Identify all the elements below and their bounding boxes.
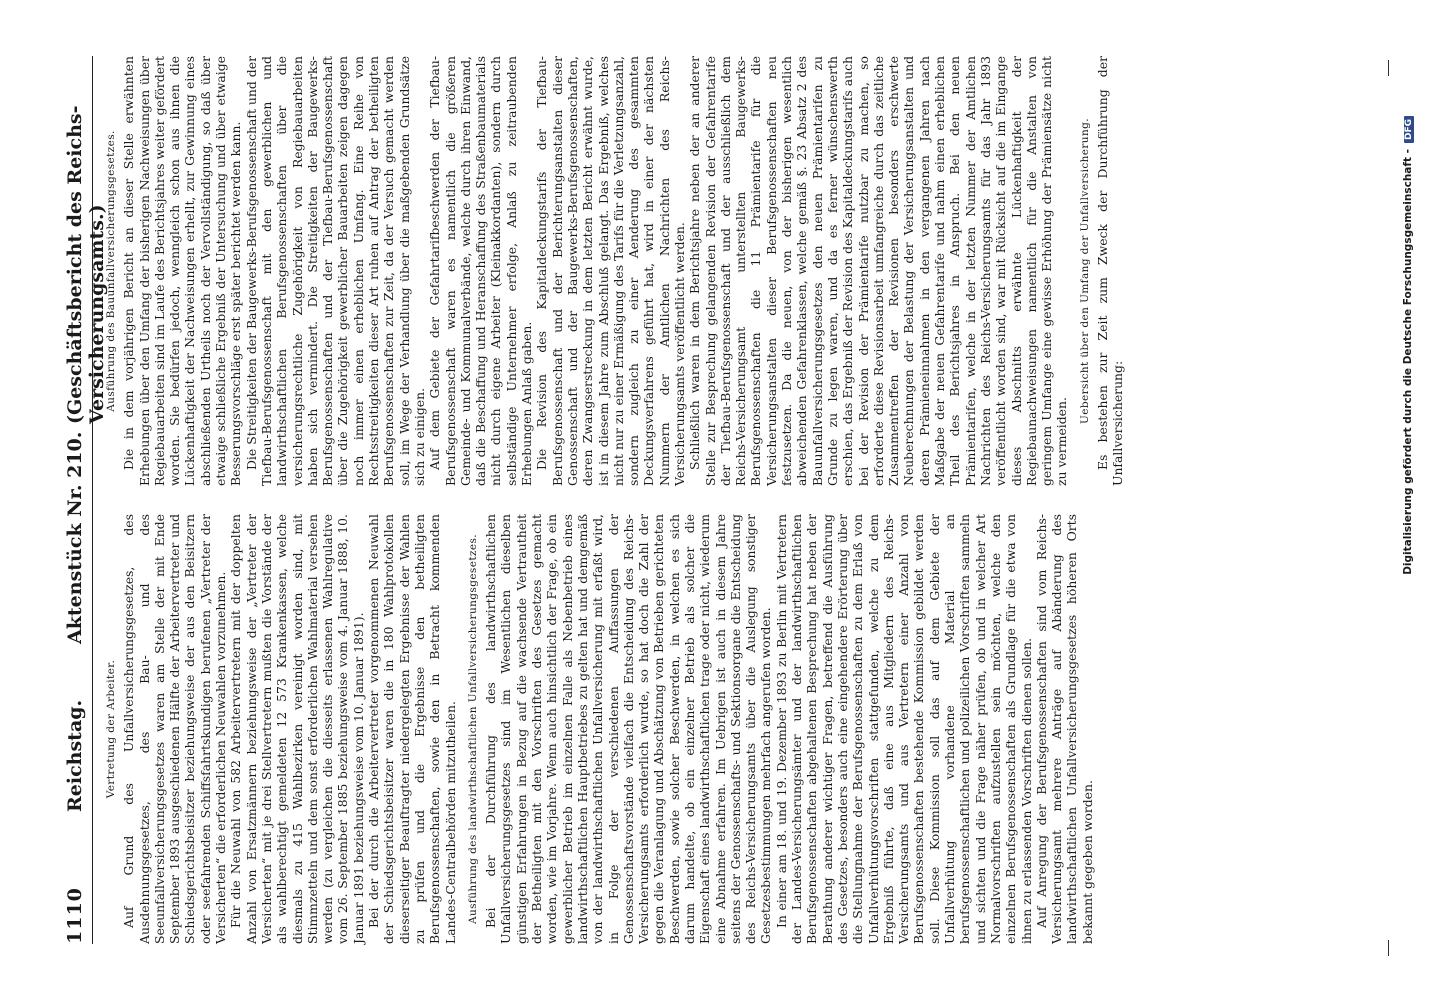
dfg-logo: DFG [1404,116,1414,143]
document-number: Aktenstück Nr. 210. [64,431,86,644]
paragraph: Es bestehen zur Zeit zum Zweck der Durchführung der Unfallversicherung: [1095,56,1126,486]
paragraph: Bei der durch die Arbeitervertreter vorgenommenen Neuwahl der Schiedsgerichtsbeisitzer waren die in 180 Wahlprotokollen dieserseitiger Beauftragter niedergelegten Ergebnisse der Wahlen zu prüfen und die Ergebnisse den betheiligten Berufsgenossenschaften, sowie den in Betracht kommenden Landes-Centralbehörden mitzutheilen. [366,514,458,944]
running-title: Reichstag. [64,699,86,812]
page-number: 1110 [64,887,86,944]
paragraph: Schließlich waren in dem Berichtsjahre neben der an anderer Stelle zur Besprechung gelangenden Revision der Gefahrentarife der Tiefbau-Berufsgenossenschaft und der ausschließlich dem Reichs-Versicherungsamt unterstellten Baugewerks-Berufsgenossenschaften die 11 Prämientarife für die Versicherungsanstalten dieser Berufsgenossenschaften neu festzusetzen. Da die neuen, von der bisherigen wesentlich abweichenden Gefahrenklassen, welche gemäß §. 23 Absatz 2 des Bauunfallversicherungsgesetzes den neuen Prämientarifen zu Grunde zu legen waren, und da es ferner wünschenswerth erschien, das Ergebniß der Revision des Kapitaldeckungstarifs auch bei der Revision der Prämientarife nutzbar zu machen, so erforderte diese Revisionsarbeit umfangreiche durch das zeitliche Zusammentreffen der Revisionen besonders erschwerte Neuberechnungen der Belastung der Versicherungsanstalten und deren Prämieneinnahmen in den vergangenen Jahren nach Maßgabe der neuen Gefahrentarife und nahm einen erheblichen Theil des Berichtsjahres in Anspruch. Bei den neuen Prämientarifen, welche in der letzten Nummer der Amtlichen Nachrichten des Reichs-Versicherungsamts für das Jahr 1893 veröffentlicht worden sind, war mit Rücksicht auf die im Eingange dieses Abschnitts erwähnte Lückenhaftigkeit der Regiebaunachweisungen namentlich für die Anstalten von geringem Umfange eine gewisse Erhöhung der Prämiensätze nicht zu vermeiden. [687,56,1070,486]
rotated-document-page [46,30,1386,970]
paragraph: Die Streitigkeiten der Baugewerks-Berufsgenossenschaft und der Tiefbau-Berufsgenossenschaft mit den gewerblichen und landwirthschaftlichen Berufsgenossenschaften über die versicherungsrechtliche Zugehörigkeit von Regiebauarbeiten haben sich vermindert. Die Streitigkeiten der Baugewerks-Berufsgenossenschaften und der Tiefbau-Berufsgenossenschaft über die Zugehörigkeit gewerblicher Bauarbeiten zeigen dagegen noch immer einen erheblichen Umfang. Eine Reihe von Rechtsstreitigkeiten dieser Art ruhen auf Antrag der betheiligten Berufsgenossenschaften zur Zeit, da der Versuch gemacht werden soll, im Wege der Verhandlung über die maßgebenden Grundsätze sich zu einigen. [243,56,427,486]
document-subject: (Geschäftsbericht des Reichs-Versicherungsamts.) [64,105,108,424]
paragraph: Die Revision des Kapitaldeckungstarifs der Tiefbau-Berufsgenossenschaft und der Berichterungsanstalten dieser Genossenschaft und der Baugewerks-Berufsgenossenschaften, deren Zwangserstreckung in dem letzten Bericht erwähnt wurde, ist in diesem Jahre zum Abschluß gelangt. Das Ergebniß, welches nicht nur zu einer Ermäßigung des Tarifs für die Verletzungsanzahl, sondern zugleich zu einer Aenderung des gesammten Deckungsverfahrens geführt hat, wird in einer der nächsten Nummern der Amtlichen Nachrichten des Reichs-Versicherungsamts veröffentlicht werden. [534,56,687,486]
page-header [60,56,108,944]
section-heading: Vertretung der Arbeiter. [105,659,117,799]
paragraph: Für die Neuwahl von 582 Arbeitervertretern mit der doppelten Anzahl von Ersatzmännern beziehungsweise der „Vertreter der Versicherten“ mit je drei Stellvertretern mußten die Vorstände der als wahlberechtigt gemeldeten 12 573 Krankenkassen, welche diesmals zu 415 Wahlbezirken vereinigt worden sind, mit Stimmzetteln und dem sonst erforderlichen Wahlmaterial versehen werden (zu vergleichen die diesseits erlassenen Wahlregulative vom 26. September 1885 beziehungsweise vom 4. Januar 1888, 10. Januar 1891 beziehungsweise vom 10. Januar 1891). [228,514,366,944]
scan-edge-mark [1388,940,1389,956]
paragraph: In einer am 18. und 19. Dezember 1893 zu Berlin mit Vertretern der Landes-Versicherungsämter und der landwirthschaftlichen Berufsgenossenschaften abgehaltenen Besprechung hat neben der Berathung anderer wichtiger Fragen, betreffend die Ausführung des Gesetzes, besonders auch eine eingehendere Erörterung über die Stellungnahme der Berufsgenossenschaften zu dem Erlaß von Unfallverhütungsvorschriften stattgefunden, welche zu dem Ergebniß führte, daß eine aus Mitgliedern des Reichs-Versicherungsamts und aus Vertretern einer Anzahl von Berufsgenossenschaften bestehende Kommission gebildet werden soll. Diese Kommission soll das auf dem Gebiete der Unfallverhütung vorhandene Material an berufsgenossenschaftlichen und polizeilichen Vorschriften sammeln und sichten und die Frage näher prüfen, ob und in welcher Art Normalvorschriften aufzustellen sein möchten, welche den einzelnen Berufsgenossenschaften als Grundlage für die etwa von ihnen zu erlassenden Vorschriften dienen sollen. [773,514,1034,944]
digitization-footer [1398,110,1418,990]
paragraph: Auf Anregung der Berufsgenossenschaften sind vom Reichs-Versicherungsamt mehrere Anträge auf Abänderung des landwirthschaftlichen Unfallversicherungsgesetzes höheren Orts bekannt gegeben worden. [1033,514,1095,944]
scan-edge-mark [1388,60,1389,76]
paragraph: Auf Grund des Unfallversicherungsgesetzes, des Ausdehnungsgesetzes, des Bau- und des Seeunfallversicherungsgesetzes waren am Stelle der mit Ende September 1893 ausgeschiedenen Hälfte der Arbeitervertreter und Schiedsgerichtsbeisitzer beziehungsweise der aus den Beisitzern oder seefahrenden Schiffsfahrtskundigen berufenen „Vertreter der Versicherten“ die erforderlichen Neuwahlen vorzunehmen. [121,514,229,944]
footer-text-rotated [1402,116,1414,996]
paragraph: Bei der Durchführung des landwirthschaftlichen Unfallversicherungsgesetzes sind im Wesentlichen dieselben günstigen Erfahrungen in Bezug auf die wachsende Vertrautheit der Betheiligten mit den Vorschriften des Gesetzes gemacht worden, wie im Vorjahre. Wenn auch hinsichtlich der Frage, ob ein gewerblicher Betrieb im einzelnen Falle als Nebenbetrieb eines landwirthschaftlichen Hauptbetriebes zu gelten hat und demgemäß von der landwirthschaftlichen Unfallversicherung mit erfaßt wird, in Folge der verschiedenen Auffassungen der Genossenschaftsvorstände vielfach die Entscheidung des Reichs-Versicherungsamts erforderlich wurde, so hat doch die Zahl der gegen die Veranlagung und Abschätzung von Betrieben gerichteten Beschwerden, sowie solcher Beschwerden, in welchen es sich darum handelte, ob ein einzelner Betrieb als solcher die Eigenschaft eines landwirthschaftlichen trage oder nicht, wiederum eine Abnahme erfahren. Im Uebrigen ist auch in diesem Jahre seitens der Genossenschafts- und Sektionsorgane die Entscheidung des Reichs-Versicherungsamts über die Auslegung sonstiger Gesetzesbestimmungen mehrfach angerufen worden. [483,514,774,944]
text-columns [104,56,1378,944]
paragraph: Auf dem Gebiete der Gefahrtarifbeschwerden der Tiefbau-Berufsgenossenschaft waren es namentlich die größeren Gemeinde- und Kommunalverbände, welche durch ihren Einwand, daß die Beschaffung und Heranschaffung des Straßenbaumaterials nicht durch eigene Arbeiter (Kleinakkordanten), sondern durch selbständige Unternehmer erfolge, Anlaß zu zeitraubenden Erhebungen Anlaß gaben. [427,56,535,486]
section-heading: Uebersicht über den Umfang der Unfallversicherung. [1078,118,1091,424]
section-heading: Ausführung des Bauunfallversicherungsgesetzes. [105,130,117,412]
digitization-note: Digitalisierung gefördert durch die Deutsche Forschungsgemeinschaft - [1402,149,1414,575]
left-column [104,514,1378,944]
paragraph: Die in dem vorjährigen Bericht an dieser Stelle erwähnten Erhebungen über den Umfang der bisherigen Nachweisungen über Regiebauarbeiten sind im Laufe des Berichtsjahres weiter gefördert worden. Sie bedürfen jedoch, wenngleich schon aus ihnen die Lückenhaftigkeit der Nachweisungen erhellt, zur Gewinnung eines abschließenden Urtheils noch der Vervollständigung, so daß über etwaige schließliche Ergebniß der Untersuchung und über etwaige Besserungsvorschläge erst später berichtet werden kann. [121,56,244,486]
right-column [104,56,1378,486]
section-heading: Ausführung des landwirthschaftlichen Unfallversicherungsgesetzes. [466,533,479,925]
